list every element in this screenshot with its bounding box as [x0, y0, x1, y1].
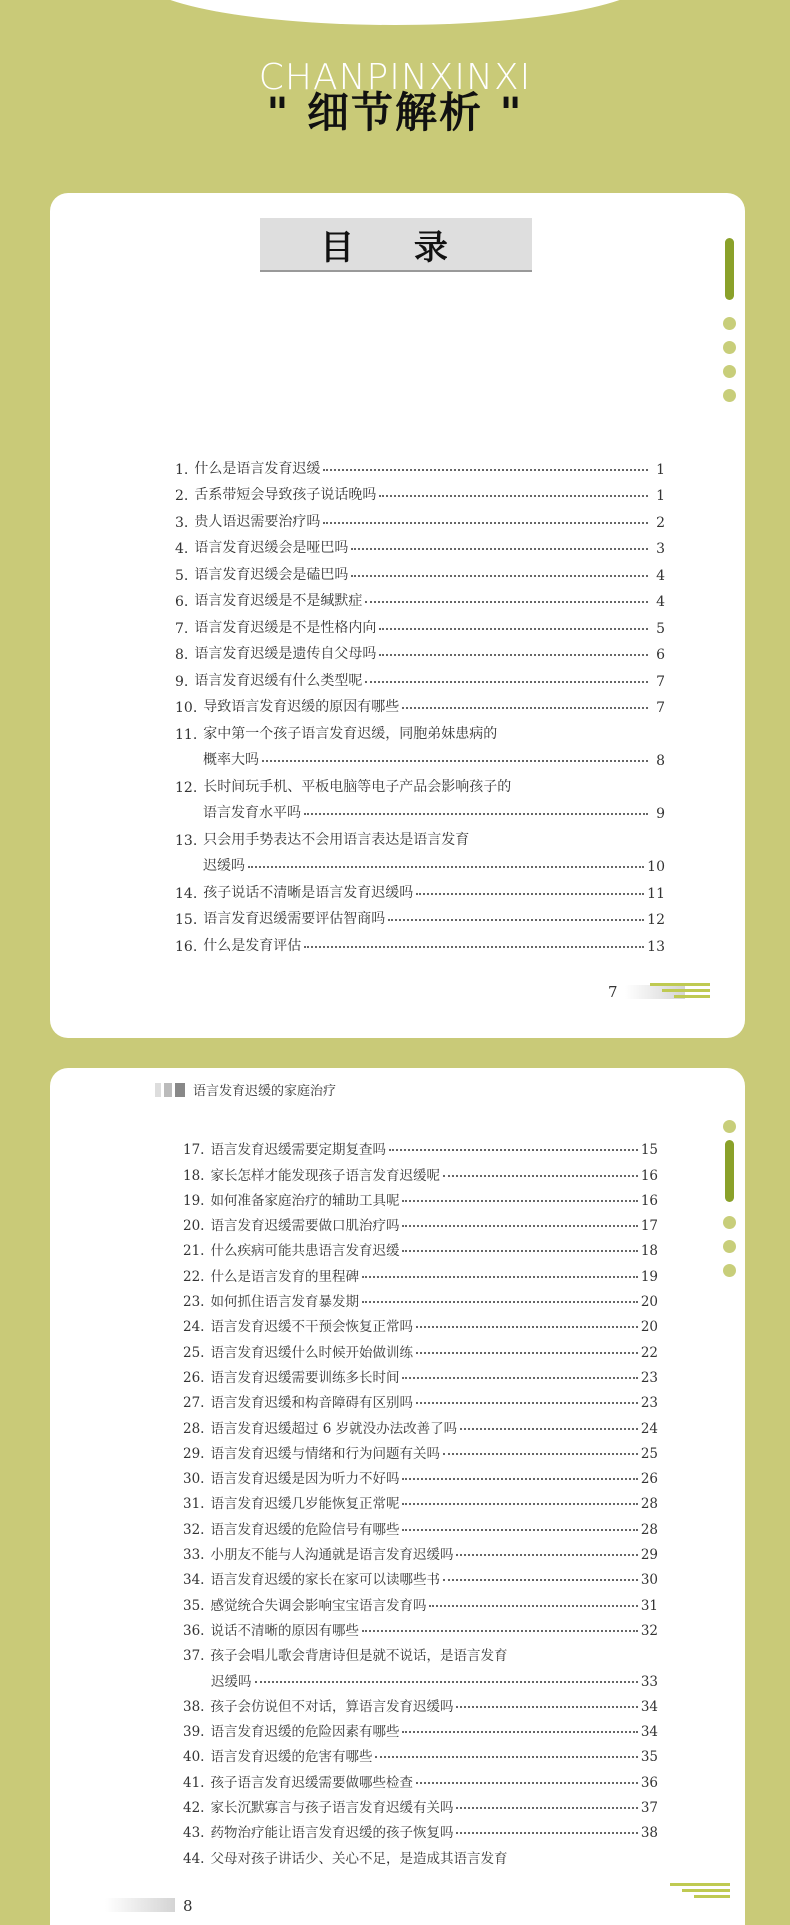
leader-dots — [365, 601, 648, 603]
toc-entry-page: 20 — [640, 1294, 658, 1311]
toc-entry-page: 16 — [640, 1167, 658, 1184]
leader-dots — [416, 1352, 638, 1354]
leader-dots — [402, 1503, 637, 1505]
toc-entry-number: 35. — [183, 1597, 205, 1614]
toc-entry-page: 7 — [656, 673, 665, 690]
toc-entry-title: 孩子会唱儿歌会背唐诗但是就不说话，是语言发育 — [210, 1648, 508, 1665]
toc-entry-number: 33. — [183, 1547, 205, 1564]
toc-entry-number: 6. — [175, 594, 189, 610]
toc-entry-page: 15 — [640, 1142, 658, 1159]
toc-entry-number: 31. — [183, 1496, 205, 1513]
toc-entry-number: 19. — [183, 1192, 205, 1209]
toc-entry-page: 32 — [640, 1622, 658, 1639]
toc-entry-number: 29. — [183, 1445, 205, 1462]
toc-entry[interactable] — [175, 822, 665, 875]
toc-entry-title: 小朋友不能与人沟通就是语言发育迟缓吗 — [210, 1547, 454, 1564]
toc-entry-page: 34 — [640, 1724, 658, 1741]
toc-entry[interactable] — [183, 1133, 658, 1158]
toc-entry[interactable] — [175, 610, 665, 637]
toc-entry-title: 什么是发育评估 — [203, 937, 302, 954]
toc-entry-title: 语言发育迟缓需要训练多长时间 — [210, 1369, 400, 1386]
toc-entry[interactable] — [183, 1588, 658, 1613]
toc-entry-number: 17. — [183, 1142, 205, 1159]
toc-entry-number: 16. — [175, 938, 198, 955]
toc-entry[interactable] — [183, 1209, 658, 1234]
toc-entry-title: 语言发育迟缓的危害有哪些 — [210, 1749, 373, 1766]
toc-entry-number: 28. — [183, 1420, 205, 1437]
toc-entry-number: 27. — [183, 1395, 205, 1412]
toc-entry-title: 语言发育迟缓有什么类型呢 — [194, 672, 363, 689]
leader-dots — [255, 1681, 638, 1683]
toc-entry-title: 什么疾病可能共患语言发育迟缓 — [210, 1243, 400, 1260]
toc-entry-page: 24 — [640, 1420, 658, 1437]
toc-entry[interactable] — [183, 1614, 658, 1639]
corner-stripes — [670, 1883, 730, 1901]
leader-dots — [443, 1175, 638, 1177]
toc-entry-page: 20 — [640, 1319, 658, 1336]
leader-dots — [416, 893, 644, 895]
toc-entry[interactable] — [175, 769, 665, 822]
toc-entry-title: 什么是语言发育的里程碑 — [210, 1268, 359, 1285]
toc-entry[interactable] — [183, 1462, 658, 1487]
scroll-dot — [723, 341, 736, 354]
toc-entry-title: 语言发育迟缓是遗传自父母吗 — [194, 646, 377, 662]
toc-entry-page: 1 — [656, 461, 665, 478]
toc-entry-title: 语言发育迟缓几岁能恢复正常呢 — [210, 1496, 400, 1513]
leader-dots — [379, 654, 648, 656]
toc-entry-title: 语言发育迟缓的家长在家可以读哪些书 — [210, 1572, 440, 1589]
toc-entry[interactable] — [183, 1234, 658, 1259]
toc-entry-number: 41. — [183, 1774, 205, 1791]
toc-entry-number: 40. — [183, 1749, 205, 1766]
toc-entry[interactable] — [175, 557, 665, 584]
toc-entry[interactable] — [183, 1310, 658, 1335]
toc-entry[interactable] — [175, 531, 665, 558]
toc-entry-page: 9 — [656, 806, 665, 822]
scroll-dot — [723, 1216, 736, 1229]
leader-dots — [365, 681, 648, 683]
leader-dots — [402, 1529, 637, 1531]
leader-dots — [362, 1276, 638, 1278]
toc-entry-number: 11. — [175, 726, 198, 743]
toc-entry[interactable] — [183, 1158, 658, 1183]
leader-dots — [375, 1756, 637, 1758]
scroll-dot — [723, 1240, 736, 1253]
toc-entry[interactable] — [183, 1841, 658, 1866]
leader-dots — [416, 1402, 638, 1404]
toc-entry-title: 语言发育迟缓会是磕巴吗 — [194, 566, 349, 583]
toc-entry-title: 长时间玩手机、平板电脑等电子产品会影响孩子的 — [203, 778, 512, 795]
page-number: 8 — [183, 1897, 193, 1915]
leader-dots — [402, 1225, 637, 1227]
toc-entry[interactable] — [183, 1361, 658, 1386]
leader-dots — [402, 707, 648, 709]
toc-entry-title: 迟缓吗 — [203, 858, 245, 874]
toc-entry-number: 34. — [183, 1572, 205, 1589]
toc-entry[interactable] — [175, 584, 665, 611]
hero-english-text: CHANPINXINXI — [258, 57, 532, 98]
scroll-dot — [723, 1264, 736, 1277]
toc-entry-page: 28 — [640, 1496, 658, 1513]
toc-entry-page: 26 — [640, 1471, 658, 1488]
toc-entry[interactable] — [175, 902, 665, 929]
toc-entry-page: 23 — [640, 1395, 658, 1412]
toc-entry-title: 家中第一个孩子语言发育迟缓，同胞弟妹患病的 — [203, 725, 498, 742]
leader-dots — [362, 1630, 638, 1632]
toc-entry[interactable] — [175, 451, 665, 478]
toc-entry[interactable] — [183, 1690, 658, 1715]
toc-entry-number: 7. — [175, 620, 189, 637]
toc-entry-title: 语言发育迟缓需要定期复查吗 — [210, 1142, 386, 1159]
toc-entry-page: 19 — [640, 1268, 658, 1285]
toc-entry-title: 语言发育迟缓的危险因素有哪些 — [210, 1724, 400, 1741]
leader-dots — [456, 1554, 637, 1556]
leader-dots — [379, 628, 648, 630]
toc-entry[interactable] — [175, 690, 665, 717]
scroll-dot — [723, 317, 736, 330]
toc-entry-number: 12. — [175, 779, 198, 796]
toc-entry-number: 44. — [183, 1850, 205, 1867]
leader-dots — [388, 919, 644, 921]
toc-entry-number: 2. — [175, 488, 189, 504]
leader-dots — [402, 1478, 637, 1480]
toc-entry[interactable] — [183, 1285, 658, 1310]
toc-entry[interactable] — [183, 1259, 658, 1284]
toc-entry-page: 23 — [640, 1369, 658, 1386]
top-arc-decoration — [140, 0, 650, 25]
toc-entry-page: 4 — [656, 594, 665, 610]
toc-entry-title: 如何准备家庭治疗的辅助工具呢 — [210, 1192, 400, 1209]
toc-entry[interactable] — [183, 1791, 658, 1816]
toc-entry[interactable] — [175, 875, 665, 902]
toc-entry-title: 孩子语言发育迟缓需要做哪些检查 — [210, 1774, 413, 1791]
toc-entry-page: 30 — [640, 1572, 658, 1589]
toc-entry-page: 4 — [656, 567, 665, 584]
leader-dots — [416, 1782, 638, 1784]
hero-title: " 细节解析 " — [266, 88, 524, 137]
toc-entry-page: 7 — [656, 700, 665, 716]
leader-dots — [456, 1706, 637, 1708]
toc-entry-page: 22 — [640, 1344, 658, 1361]
leader-dots — [304, 813, 648, 815]
toc-entry-page: 6 — [656, 647, 665, 663]
toc-entry[interactable] — [175, 716, 665, 769]
toc-entry[interactable] — [183, 1538, 658, 1563]
toc-page-8 — [50, 1068, 745, 1925]
leader-dots — [460, 1428, 638, 1430]
toc-entry[interactable] — [175, 504, 665, 531]
toc-entry-number: 24. — [183, 1319, 205, 1336]
toc-entry[interactable] — [183, 1816, 658, 1841]
leader-dots — [351, 575, 648, 577]
toc-entry[interactable] — [183, 1715, 658, 1740]
toc-entry-number: 20. — [183, 1218, 205, 1235]
toc-entry[interactable] — [183, 1639, 658, 1690]
leader-dots — [402, 1200, 637, 1202]
toc-list — [183, 1133, 658, 1867]
leader-dots — [351, 548, 648, 550]
toc-entry-title: 语言发育水平吗 — [203, 805, 301, 821]
toc-entry-page: 8 — [656, 753, 665, 769]
toc-entry-title: 感觉统合失调会影响宝宝语言发育吗 — [210, 1597, 427, 1614]
toc-entry-page: 29 — [640, 1547, 658, 1564]
leader-dots — [402, 1250, 637, 1252]
leader-dots — [262, 760, 648, 762]
leader-dots — [323, 522, 648, 524]
toc-entry[interactable] — [183, 1512, 658, 1537]
toc-entry-number: 43. — [183, 1825, 205, 1842]
toc-entry-number: 5. — [175, 567, 189, 584]
leader-dots — [429, 1605, 637, 1607]
leader-dots — [443, 1579, 638, 1581]
toc-entry-page: 35 — [640, 1749, 658, 1766]
toc-entry-number: 10. — [175, 700, 198, 716]
toc-entry-number: 36. — [183, 1622, 205, 1639]
leader-dots — [402, 1377, 637, 1379]
toc-entry-number: 25. — [183, 1344, 205, 1361]
scroll-dot — [723, 365, 736, 378]
leader-dots — [443, 1453, 638, 1455]
leader-dots — [304, 946, 644, 948]
toc-entry-title: 导致语言发育迟缓的原因有哪些 — [203, 699, 400, 715]
toc-entry[interactable] — [183, 1487, 658, 1512]
header-block — [164, 1083, 172, 1097]
leader-dots — [323, 469, 648, 471]
toc-entry-title: 孩子说话不清晰是语言发育迟缓吗 — [203, 884, 414, 901]
toc-entry-page: 3 — [656, 541, 665, 557]
toc-entry-title: 只会用手势表达不会用语言表达是语言发育 — [203, 831, 470, 848]
toc-entry[interactable] — [183, 1437, 658, 1462]
scroll-dot — [723, 1120, 736, 1133]
toc-entry-title: 语言发育迟缓什么时候开始做训练 — [210, 1344, 413, 1361]
toc-list — [175, 451, 665, 955]
toc-entry-title: 语言发育迟缓是因为听力不好吗 — [210, 1471, 400, 1488]
toc-entry-page: 12 — [647, 912, 665, 928]
toc-entry-title: 语言发育迟缓的危险信号有哪些 — [210, 1521, 400, 1538]
toc-entry-title: 语言发育迟缓会是哑巴吗 — [194, 540, 349, 556]
leader-dots — [402, 1731, 637, 1733]
scroll-indicator-bar — [725, 238, 734, 300]
running-header-title: 语言发育迟缓的家庭治疗 — [193, 1084, 337, 1099]
toc-entry-page: 33 — [640, 1673, 658, 1690]
leader-dots — [456, 1832, 637, 1834]
leader-dots — [416, 1326, 638, 1328]
toc-entry-number: 38. — [183, 1698, 205, 1715]
corner-stripes — [650, 983, 710, 1001]
toc-entry-title: 家长沉默寡言与孩子语言发育迟缓有关吗 — [210, 1800, 454, 1817]
toc-entry[interactable] — [175, 663, 665, 690]
toc-entry[interactable] — [183, 1386, 658, 1411]
toc-entry-page: 38 — [640, 1825, 658, 1842]
toc-entry[interactable] — [183, 1563, 658, 1588]
toc-entry-page: 10 — [647, 859, 665, 875]
toc-entry-title: 语言发育迟缓与情绪和行为问题有关吗 — [210, 1445, 440, 1462]
running-header — [155, 1080, 336, 1099]
toc-entry-page: 18 — [640, 1243, 658, 1260]
toc-entry-number: 13. — [175, 832, 198, 849]
leader-dots — [248, 866, 644, 868]
toc-entry-title: 语言发育迟缓超过 6 岁就没办法改善了吗 — [210, 1420, 458, 1437]
page-number: 7 — [608, 983, 618, 1001]
toc-entry-number: 30. — [183, 1471, 205, 1488]
toc-entry-title: 什么是语言发育迟缓 — [194, 460, 321, 477]
toc-entry-number: 15. — [175, 912, 198, 928]
header-block — [175, 1083, 185, 1097]
toc-entry[interactable] — [183, 1184, 658, 1209]
toc-entry-page: 25 — [640, 1445, 658, 1462]
toc-entry-number: 18. — [183, 1167, 205, 1184]
toc-entry-page: 34 — [640, 1698, 658, 1715]
toc-entry[interactable] — [175, 478, 665, 505]
toc-entry-number: 8. — [175, 647, 189, 663]
toc-entry-page: 28 — [640, 1521, 658, 1538]
toc-entry-title: 语言发育迟缓不干预会恢复正常吗 — [210, 1319, 413, 1336]
toc-entry[interactable] — [175, 637, 665, 664]
toc-entry-number: 21. — [183, 1243, 205, 1260]
page-number-gradient — [105, 1898, 175, 1912]
toc-entry-page: 11 — [647, 885, 665, 902]
scroll-dot — [723, 389, 736, 402]
toc-entry-title: 语言发育迟缓是不是性格内向 — [194, 619, 377, 636]
toc-entry-number: 1. — [175, 461, 189, 478]
toc-entry-page: 37 — [640, 1800, 658, 1817]
toc-entry-title: 药物治疗能让语言发育迟缓的孩子恢复吗 — [210, 1825, 454, 1842]
toc-entry-page: 17 — [640, 1218, 658, 1235]
toc-entry-title: 家长怎样才能发现孩子语言发育迟缓呢 — [210, 1167, 440, 1184]
toc-entry-page: 13 — [647, 938, 665, 955]
toc-entry-title: 如何抓住语言发育暴发期 — [210, 1294, 359, 1311]
toc-entry[interactable] — [175, 928, 665, 955]
toc-entry-title: 语言发育迟缓需要评估智商吗 — [203, 911, 386, 927]
toc-entry-page: 5 — [656, 620, 665, 637]
leader-dots — [379, 495, 648, 497]
toc-entry-page: 16 — [640, 1192, 658, 1209]
toc-entry-title: 语言发育迟缓是不是缄默症 — [194, 593, 363, 609]
toc-entry-page: 1 — [656, 488, 665, 504]
leader-dots — [362, 1301, 638, 1303]
toc-entry-number: 23. — [183, 1294, 205, 1311]
toc-entry[interactable] — [183, 1411, 658, 1436]
toc-page-7 — [50, 193, 745, 1038]
toc-entry-number: 42. — [183, 1800, 205, 1817]
toc-entry-number: 14. — [175, 885, 198, 902]
toc-entry-page: 36 — [640, 1774, 658, 1791]
leader-dots — [389, 1149, 638, 1151]
toc-entry-number: 32. — [183, 1521, 205, 1538]
toc-entry-number: 4. — [175, 541, 189, 557]
toc-entry-number: 3. — [175, 514, 189, 531]
toc-entry-number: 26. — [183, 1369, 205, 1386]
toc-entry-title: 说话不清晰的原因有哪些 — [210, 1622, 359, 1639]
toc-entry-title: 孩子会仿说但不对话，算语言发育迟缓吗 — [210, 1698, 454, 1715]
toc-entry-number: 9. — [175, 673, 189, 690]
toc-entry-title: 语言发育迟缓需要做口肌治疗吗 — [210, 1218, 400, 1235]
header-block — [155, 1083, 161, 1097]
toc-entry-title: 父母对孩子讲话少、关心不足，是造成其语言发育 — [210, 1850, 508, 1867]
toc-entry-page: 2 — [656, 514, 665, 531]
toc-entry-title: 贵人语迟需要治疗吗 — [194, 513, 321, 530]
toc-entry-title: 舌系带短会导致孩子说话晚吗 — [194, 487, 377, 503]
scroll-indicator-bar — [725, 1140, 734, 1202]
toc-entry-title: 迟缓吗 — [211, 1673, 252, 1690]
toc-entry-title: 语言发育迟缓和构音障碍有区别吗 — [210, 1395, 413, 1412]
leader-dots — [456, 1807, 637, 1809]
toc-entry[interactable] — [183, 1335, 658, 1360]
toc-heading: 目 录 — [260, 218, 532, 272]
toc-entry-number: 39. — [183, 1724, 205, 1741]
toc-entry-number: 22. — [183, 1268, 205, 1285]
toc-entry-number: 37. — [183, 1648, 205, 1665]
toc-entry[interactable] — [183, 1740, 658, 1765]
toc-entry-title: 概率大吗 — [203, 752, 259, 768]
toc-entry[interactable] — [183, 1765, 658, 1790]
toc-entry-page: 31 — [640, 1597, 658, 1614]
